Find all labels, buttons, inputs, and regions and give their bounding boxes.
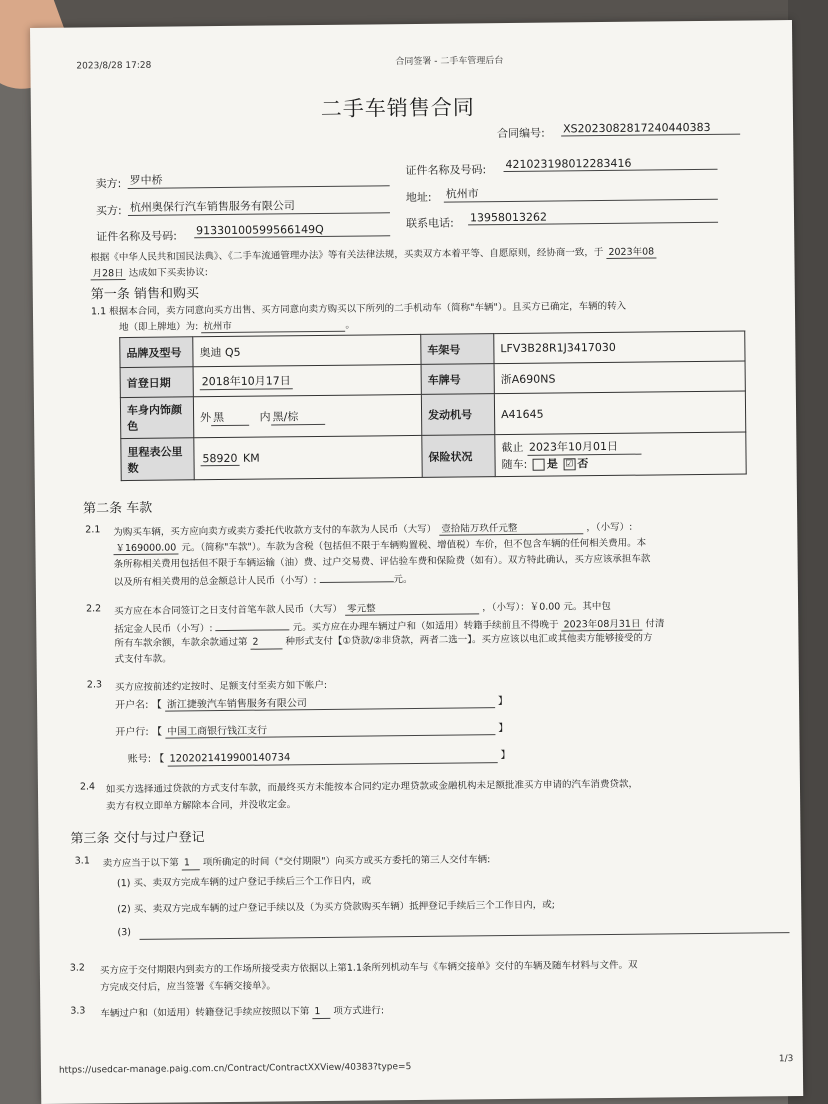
exterior-color: 黑 — [211, 408, 249, 425]
bracket-right: 】 — [497, 696, 509, 708]
seller-id-label: 证件名称及号码: — [405, 163, 487, 178]
clause-3-1-option-1: (1) 买、卖双方完成车辆的过户登记手续后三个工作日内，或 — [116, 875, 371, 890]
account-name-row — [115, 692, 508, 712]
buyer-name: 杭州奥保行汽车销售服务有限公司 — [128, 196, 390, 216]
agreement-date-part1: 2023年08 — [606, 243, 656, 259]
clause-2-4-line-2: 卖方有权立即单方解除本合同，并没收定金。 — [106, 799, 297, 813]
page-number: 1/3 — [778, 1054, 794, 1065]
account-no-row — [128, 746, 511, 767]
clause-2-2-num: 2.2 — [86, 603, 102, 615]
section3-heading: 第三条 交付与过户登记 — [70, 830, 205, 847]
clause-2-1-yuan: 元。 — [393, 574, 413, 586]
contract-title: 二手车销售合同 — [320, 95, 475, 121]
clause-2-1-text-b: 元。（简称"车款"）。车款为含税（包括但不限于车辆购置税、增值税）车价，但不包含车辆的任何相关费用。本 — [181, 537, 647, 554]
phone-label: 联系电话: — [406, 216, 454, 231]
insurance-until-label: 截止 — [501, 440, 524, 455]
print-url: https://usedcar-manage.paig.com.cn/Contract/ContractXXView/40383?type=5 — [58, 1062, 412, 1076]
seller-name: 罗中桥 — [128, 169, 390, 189]
delivery-item: 1 — [182, 857, 200, 870]
insurance-cell — [495, 432, 746, 477]
insurance-follow-line — [502, 454, 740, 472]
brand-value: 奥迪 Q5 — [193, 334, 421, 366]
clause-1-1-line-2 — [119, 317, 355, 334]
clause-3-1-text-b: 项所确定的时间（"交付期限"）向买方或买方委托的第三人交付车辆: — [202, 854, 491, 869]
clause-3-3-text-a: 车辆过户和（如适用）转籍登记手续应按照以下第 — [100, 1006, 310, 1020]
clause-2-1-text-d: 以及所有相关费用的总金额总计人民币（小写）: — [113, 575, 317, 589]
option-3-blank — [140, 932, 790, 940]
reg-date-label: 首登日期 — [120, 367, 193, 398]
checkbox-no-checked-icon[interactable]: ☑ — [565, 459, 574, 470]
engine-label: 发动机号 — [421, 394, 494, 436]
contract-no: XS2023082817240440383 — [561, 121, 740, 137]
total-price-upper: 壹拾陆万玖仟元整 — [439, 519, 583, 536]
yes-label: 是 — [546, 457, 558, 471]
section2-heading: 第二条 车款 — [82, 500, 153, 517]
mileage-value: 58920 — [200, 451, 239, 465]
account-name-label: 开户名: — [115, 699, 149, 712]
intro-line-2 — [90, 264, 207, 280]
bracket-left: 【 — [151, 726, 163, 738]
insurance-label: 保险状况 — [422, 435, 495, 478]
color-cell — [193, 394, 421, 437]
clause-2-2-text-d: 元。买方应在办理车辆过户和（如适用）转籍手续前且不得晚于 — [292, 619, 559, 634]
mileage-label: 里程表公里数 — [121, 438, 194, 481]
period: 。 — [345, 319, 355, 331]
contract-no-label: 合同编号: — [497, 126, 545, 141]
insurance-follow-label: 随车: — [501, 457, 528, 472]
bank-label: 开户行: — [115, 726, 149, 739]
clause-3-1-option-3: (3) — [117, 926, 132, 939]
contract-page — [30, 20, 803, 1104]
clause-2-1-num: 2.1 — [85, 524, 101, 536]
buyer-address: 杭州市 — [444, 183, 718, 203]
print-page-title: 合同签署 - 二手车管理后台 — [395, 56, 504, 68]
bracket-left: 【 — [154, 753, 165, 765]
table-row — [120, 391, 745, 439]
agreement-date-part2: 月28日 — [90, 265, 125, 280]
total-amount-blank — [319, 569, 393, 583]
clause-2-1-text-a: 为购买车辆，买方应向卖方或卖方委托代收款方支付的车款为人民币（大写） — [113, 523, 437, 539]
clause-2-2-text-g: 种形式支付【①贷款/②非贷款，两者二选一】。买方应该以电汇或其他卖方能够接受的方 — [285, 632, 653, 648]
clause-1-1-text: 1.1 根据本合同，卖方同意向买方出售、买方同意向卖方购买以下所列的二手机动车（简称"车辆"）。且买方已确定，车辆的转入 — [90, 300, 627, 318]
vehicle-info-table — [119, 331, 746, 482]
clause-3-3-line — [100, 1002, 384, 1021]
checkbox-yes[interactable] — [533, 459, 545, 471]
account-no-label: 账号: — [127, 753, 152, 766]
clause-2-2-text-b: 元。其中包 — [563, 600, 611, 613]
clause-2-1-line-3: 条所称相关费用包括但不限于车辆运输（油）费、过户交易费、评估验车费和保险费（如有）。双方特此确认，买方应该承担车款 — [113, 553, 651, 571]
clause-2-3-text: 买方应按前述约定按时、足额支付至卖方如下帐户: — [114, 679, 328, 694]
total-price-amount: ￥169000.00 — [113, 539, 178, 555]
clause-3-2-num: 3.2 — [69, 962, 86, 974]
clause-2-4-num: 2.4 — [79, 781, 96, 793]
intro-text-2: 达成如下买卖协议: — [128, 267, 208, 279]
clause-3-1-text-a: 卖方应当于以下第 — [102, 857, 179, 870]
table-row — [121, 432, 746, 481]
plate-label: 车牌号 — [421, 364, 494, 395]
clause-2-2-text-a: 买方应在本合同签订之日支付首笔车款人民币（大写） — [114, 603, 343, 618]
clause-3-1-num: 3.1 — [74, 855, 90, 867]
clause-2-1-line-4 — [114, 569, 413, 588]
buyer-label: 买方: — [95, 204, 122, 218]
vin-value: LFV3B28R1J3417030 — [494, 331, 745, 364]
interior-label: 内 — [259, 410, 271, 424]
bracket-right: 】 — [498, 723, 509, 735]
clause-2-3-num: 2.3 — [86, 679, 103, 691]
bracket-left: 【 — [151, 699, 162, 711]
bank-name: 中国工商银行钱江支行 — [165, 719, 495, 738]
buyer-id-label: 证件名称及号码: — [96, 229, 177, 244]
clause-3-1-option-2: (2) 买、卖双方完成车辆的过户登记手续以及（为买方贷款购买车辆）抵押登记手续后三个工作日内，或; — [117, 899, 555, 916]
vin-label: 车架号 — [421, 334, 494, 365]
intro-line-1 — [90, 243, 656, 264]
section1-heading: 第一条 销售和购买 — [90, 286, 200, 303]
color-label: 车身内饰颜色 — [120, 397, 193, 439]
brand-label: 品牌及型号 — [120, 337, 193, 368]
engine-value: A41645 — [494, 391, 745, 435]
clause-2-2-text-c: 括定金人民币（小写）: — [114, 623, 213, 636]
account-name: 浙江捷骏汽车销售服务有限公司 — [165, 692, 495, 711]
clause-2-2-text-e: 付清 — [645, 618, 665, 630]
seller-id: 421023198012283416 — [503, 156, 717, 172]
down-payment-upper: 零元整 — [345, 599, 479, 615]
clause-2-2-text-f: 所有车款余额，车款余款通过第 — [114, 636, 248, 650]
clause-2-1-small-label: ，（小写）: — [586, 521, 633, 534]
account-number: 1202021419900140734 — [167, 750, 497, 766]
exterior-label: 外 — [200, 410, 212, 424]
clause-3-1-line-1 — [103, 851, 491, 871]
deposit-blank — [215, 617, 289, 631]
clause-3-2-line-1: 买方应于交付期限内到卖方的工作场所接受卖方依据以上第1.1条所列机动车与《车辆交接单》交付的车辆及随车材料与文件。双 — [99, 959, 638, 977]
bracket-right: 】 — [500, 750, 511, 762]
clause-3-3-text-b: 项方式进行: — [333, 1005, 385, 1017]
plate-value: 浙A690NS — [494, 361, 745, 394]
clause-3-3-num: 3.3 — [70, 1005, 86, 1017]
seller-label: 卖方: — [95, 177, 122, 191]
insurance-date: 2023年10月01日 — [527, 438, 641, 456]
buyer-phone: 13958013262 — [468, 209, 718, 226]
mileage-unit: KM — [242, 451, 260, 465]
clause-2-4-line-1: 如买方选择通过贷款的方式支付车款，而最终买方未能按本合同约定办理贷款或金融机构未足额批准买方申请的汽车消费贷款， — [105, 778, 639, 796]
interior-color: 黑/棕 — [270, 407, 324, 425]
payment-method: 2 — [250, 636, 282, 649]
clause-1-1-text-b: 地（即上牌地）为: — [119, 321, 199, 334]
clause-2-2-line-4: 式支付车款。 — [114, 653, 172, 666]
mileage-cell — [194, 435, 422, 479]
transfer-item: 1 — [312, 1006, 330, 1019]
buyer-id: 91330100599566149Q — [194, 222, 390, 238]
reg-date-cell — [193, 364, 421, 396]
no-label: 否 — [577, 457, 589, 471]
reg-date-value: 2018年10月17日 — [200, 372, 293, 390]
intro-text: 根据《中华人民共和国民法典》、《二手车流通管理办法》等有关法律法规，买卖双方本着平等、自愿原则，经协商一致，于 — [90, 247, 604, 264]
address-label: 地址: — [405, 190, 432, 205]
clause-3-2-line-2: 方完成交付后，应当签署《车辆交接单》。 — [99, 980, 276, 994]
bank-row — [115, 719, 508, 739]
final-payment-date: 2023年08月31日 — [562, 616, 643, 632]
registration-location: 杭州市 — [201, 317, 345, 334]
print-datetime: 2023/8/28 17:28 — [76, 60, 152, 72]
down-payment-small: ，（小写）：￥0.00 — [482, 601, 561, 614]
